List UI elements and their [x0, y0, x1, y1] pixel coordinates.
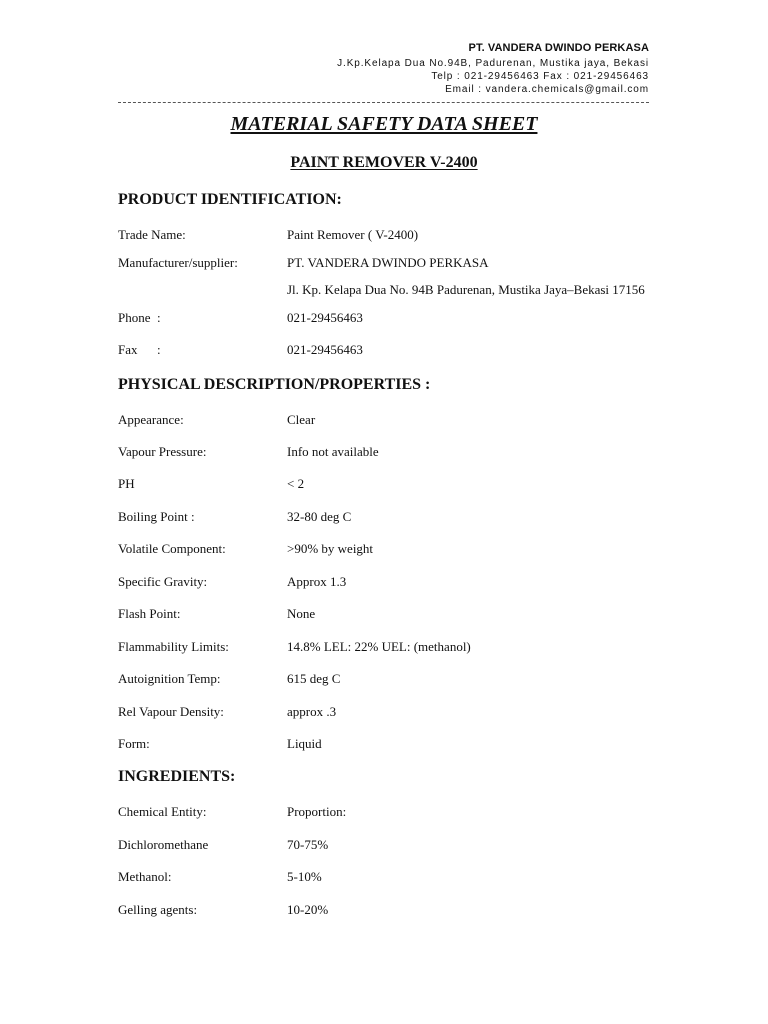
field-value-vapour-pressure: Info not available: [287, 444, 379, 459]
field-value-volatile-component: >90% by weight: [287, 541, 374, 556]
field-label-ph: PH: [118, 476, 135, 491]
field-label-specific-gravity: Specific Gravity:: [118, 574, 208, 589]
section-heading-ingredients: INGREDIENTS:: [118, 768, 236, 785]
field-label-volatile-component: Volatile Component:: [118, 541, 226, 556]
ingredient-name-methanol: Methanol:: [118, 869, 172, 884]
field-value-form: Liquid: [287, 736, 322, 751]
field-value-flammability-limits: 14.8% LEL: 22% UEL: (methanol): [287, 639, 471, 654]
field-value-fax: 021-29456463: [287, 342, 363, 357]
field-value-rel-vapour-density: approx .3: [287, 704, 337, 719]
field-label-manufacturer: Manufacturer/supplier:: [118, 255, 238, 270]
field-label-trade-name: Trade Name:: [118, 227, 186, 242]
ingredient-header-proportion: Proportion:: [287, 804, 347, 819]
product-title: PAINT REMOVER V-2400: [290, 154, 478, 171]
field-value-flash-point: None: [287, 606, 316, 621]
header-divider: [118, 102, 649, 103]
company-phone-fax: Telp : 021-29456463 Fax : 021-29456463: [431, 71, 649, 82]
section-heading-product-identification: PRODUCT IDENTIFICATION:: [118, 191, 342, 208]
field-label-appearance: Appearance:: [118, 412, 184, 427]
field-value-phone: 021-29456463: [287, 310, 363, 325]
field-label-flammability-limits: Flammability Limits:: [118, 639, 229, 654]
field-value-boiling-point: 32-80 deg C: [287, 509, 352, 524]
ingredient-header-entity: Chemical Entity:: [118, 804, 207, 819]
field-label-rel-vapour-density: Rel Vapour Density:: [118, 704, 224, 719]
ingredient-name-gelling-agents: Gelling agents:: [118, 902, 198, 917]
field-value-manufacturer: PT. VANDERA DWINDO PERKASA: [287, 255, 489, 270]
field-label-autoignition-temp: Autoignition Temp:: [118, 671, 221, 686]
field-value-autoignition-temp: 615 deg C: [287, 671, 341, 686]
field-label-flash-point: Flash Point:: [118, 606, 181, 621]
field-label-vapour-pressure: Vapour Pressure:: [118, 444, 207, 459]
field-value-address: Jl. Kp. Kelapa Dua No. 94B Padurenan, Mustika Jaya–Bekasi 17156: [287, 282, 645, 297]
ingredient-proportion-dichloromethane: 70-75%: [287, 837, 329, 852]
field-label-fax: Fax :: [118, 342, 161, 357]
company-email: Email : vandera.chemicals@gmail.com: [445, 84, 649, 95]
field-label-phone: Phone :: [118, 310, 161, 325]
field-label-boiling-point: Boiling Point :: [118, 509, 195, 524]
company-address: J.Kp.Kelapa Dua No.94B, Padurenan, Mustika jaya, Bekasi: [337, 58, 649, 69]
ingredient-name-dichloromethane: Dichloromethane: [118, 837, 209, 852]
field-value-appearance: Clear: [287, 412, 316, 427]
ingredient-proportion-methanol: 5-10%: [287, 869, 322, 884]
field-value-trade-name: Paint Remover ( V-2400): [287, 227, 419, 242]
field-value-specific-gravity: Approx 1.3: [287, 574, 347, 589]
ingredient-proportion-gelling-agents: 10-20%: [287, 902, 329, 917]
company-name: PT. VANDERA DWINDO PERKASA: [468, 42, 649, 54]
document-title: MATERIAL SAFETY DATA SHEET: [230, 113, 538, 135]
section-heading-physical-properties: PHYSICAL DESCRIPTION/PROPERTIES :: [118, 376, 431, 393]
field-value-ph: < 2: [287, 476, 305, 491]
field-label-form: Form:: [118, 736, 150, 751]
